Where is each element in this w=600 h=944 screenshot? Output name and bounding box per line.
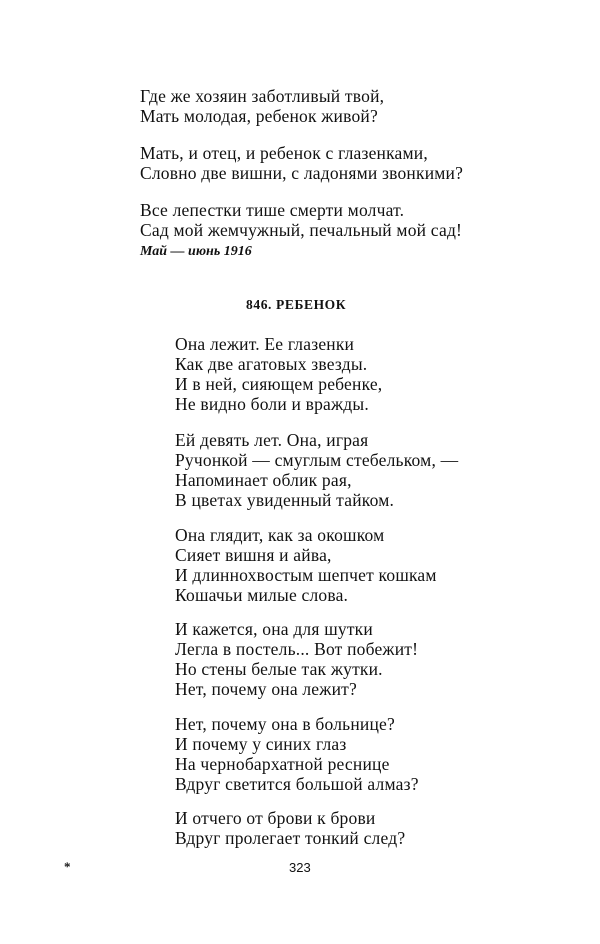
verse-line: Она глядит, как за окошком <box>175 525 385 545</box>
verse-line: И длиннохвостым шепчет кошкам <box>175 565 437 585</box>
verse-line: Как две агатовых звезды. <box>175 354 368 374</box>
verse-line: На чернобархатной реснице <box>175 754 390 774</box>
verse-line: И почему у синих глаз <box>175 734 347 754</box>
verse-line: Словно две вишни, с ладонями звонкими? <box>140 163 464 183</box>
verse-line: Ручонкой — смуглым стебельком, — <box>175 450 459 470</box>
verse-line: Но стены белые так жутки. <box>175 659 383 679</box>
verse-line: Где же хозяин заботливый твой, <box>140 86 385 106</box>
verse-line: Мать, и отец, и ребенок с глазенками, <box>140 143 428 163</box>
verse-line: Она лежит. Ее глазенки <box>175 334 355 354</box>
asterisk-marker: * <box>64 859 71 874</box>
verse-line: Сияет вишня и айва, <box>175 545 332 565</box>
verse-line: Ей девять лет. Она, играя <box>175 430 369 450</box>
poem-date: Май — июнь 1916 <box>140 244 252 259</box>
page-number: 323 <box>289 860 311 875</box>
verse-line: И в ней, сияющем ребенке, <box>175 374 383 394</box>
verse-line: И кажется, она для шутки <box>175 619 373 639</box>
verse-line: Нет, почему она в больнице? <box>175 714 395 734</box>
verse-line: Вдруг светится большой алмаз? <box>175 774 419 794</box>
verse-line: Не видно боли и вражды. <box>175 394 369 414</box>
verse-line: И отчего от брови к брови <box>175 808 376 828</box>
verse-line: Кошачьи милые слова. <box>175 585 349 605</box>
verse-line: Легла в постель... Вот побежит! <box>175 639 419 659</box>
verse-line: Все лепестки тише смерти молчат. <box>140 200 405 220</box>
verse-line: В цветах увиденный тайком. <box>175 490 395 510</box>
verse-line: Мать молодая, ребенок живой? <box>140 106 378 126</box>
verse-line: Напоминает облик рая, <box>175 470 352 490</box>
poem-title: 846. РЕБЕНОК <box>246 297 347 312</box>
verse-line: Нет, почему она лежит? <box>175 679 357 699</box>
verse-line: Вдруг пролегает тонкий след? <box>175 828 406 848</box>
verse-line: Сад мой жемчужный, печальный мой сад! <box>140 220 463 240</box>
